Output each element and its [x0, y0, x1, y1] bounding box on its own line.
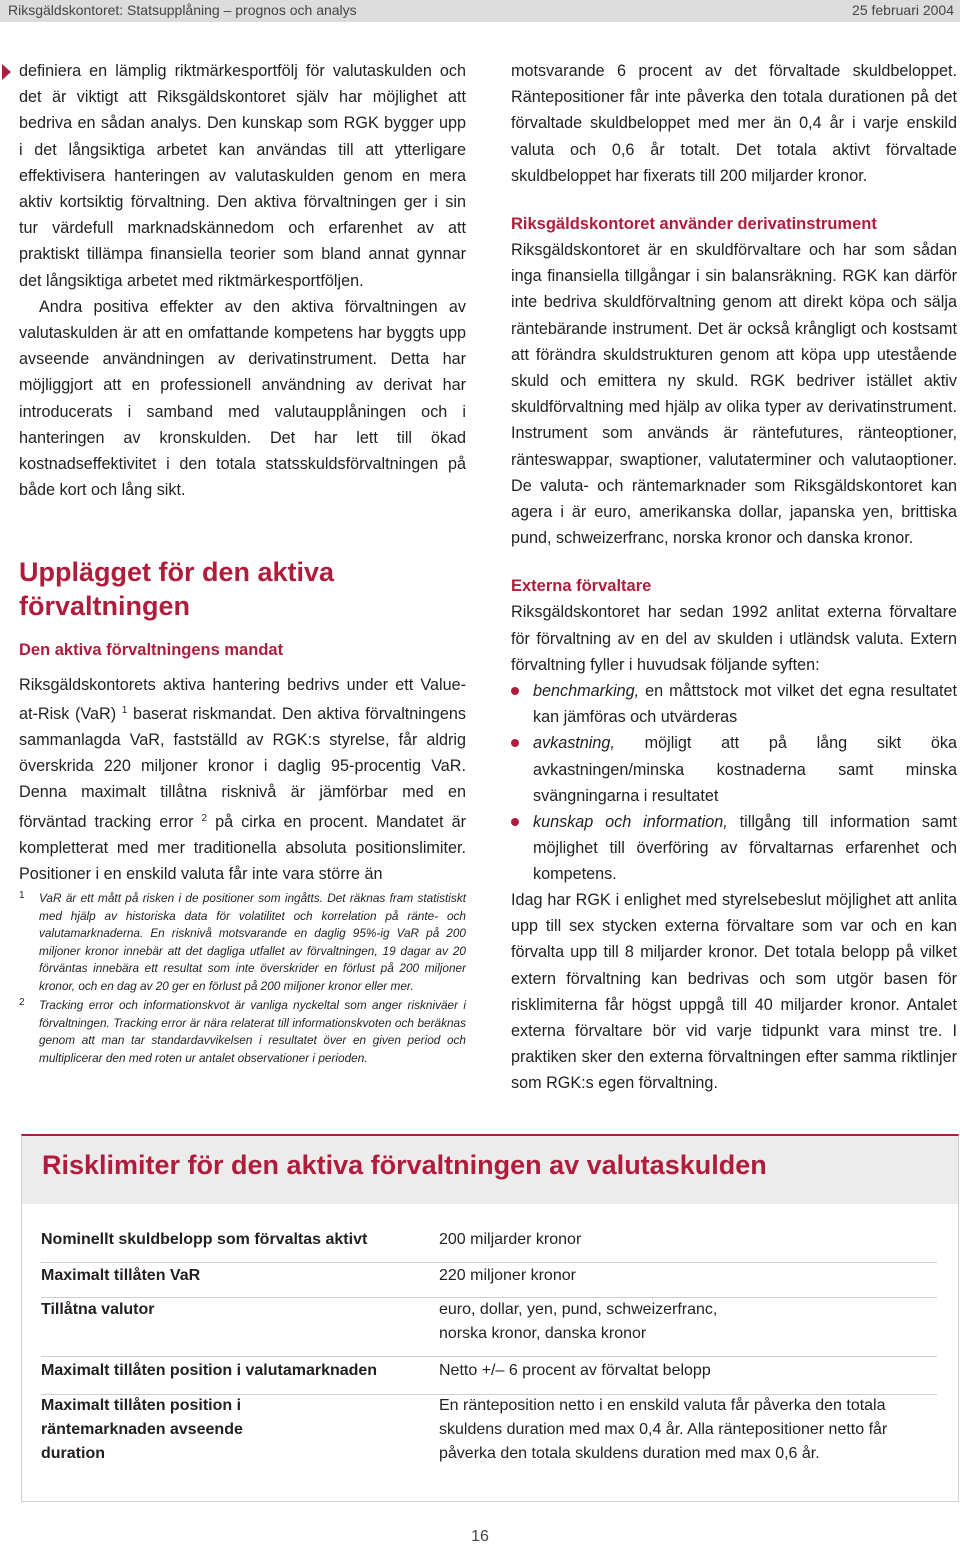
- footnote-number: 2: [19, 997, 25, 1008]
- list-item: [511, 730, 957, 809]
- page-header: [0, 0, 960, 22]
- right-column: [511, 58, 957, 888]
- paragraph-text: Riksgäldskontorets aktiva hantering bedrivs under ett Value-at-Risk (VaR): [19, 675, 466, 723]
- header-date: 25 februari 2004: [852, 2, 954, 18]
- table-row: [41, 1298, 937, 1357]
- paragraph-text: baserat riskmandat. Den aktiva förvaltningens sammanlagda VaR, fastställd av RGK:s styrelse, får aldrig överskrida 220 miljoner kronor i daglig 95-procentig VaR. Denna maximalt tillåtna risknivå är jämförbar med en förväntad tracking error: [19, 704, 466, 831]
- section-heading: Upplägget för den aktiva förvaltningen: [19, 557, 335, 622]
- table-row: [41, 1394, 937, 1474]
- header-title: Riksgäldskontoret: Statsupplåning – prognos och analys: [8, 2, 357, 18]
- limit-value: 220 miljoner kronor: [439, 1267, 576, 1284]
- list-item-text: tillgång till information samt möjlighet till överföring av förvaltarnas erfarenhet och kompetens.: [533, 813, 958, 884]
- footnote: [19, 997, 466, 1067]
- subsection-heading: Externa förvaltare: [511, 577, 652, 596]
- limit-value: Netto +/– 6 procent av förvaltat belopp: [439, 1362, 711, 1379]
- limit-value: En ränteposition netto i en enskild valuta får påverka den totala skuldens duration med max 0,4 år. Alla räntepositioner netto får påverka den totala skuldens duration med max 0,6 år.: [439, 1397, 888, 1462]
- limit-label: Tillåtna valutor: [41, 1301, 155, 1318]
- subsection-heading: Riksgäldskontoret använder derivatinstrument: [511, 215, 877, 234]
- paragraph-text: på cirka en procent. Mandatet är kompletterat med mer traditionella absoluta positionslimiter. Positioner i en enskild valuta får inte vara större än: [19, 812, 466, 884]
- table-row: [41, 1359, 937, 1395]
- limit-label: Maximalt tillåten VaR: [41, 1267, 201, 1284]
- limit-label: Nominellt skuldbelopp som förvaltas aktivt: [41, 1231, 368, 1248]
- list-item-term: benchmarking,: [533, 682, 640, 701]
- left-column: [19, 58, 466, 887]
- paragraph: Andra positiva effekter av den aktiva förvaltningen av valutaskulden är att en omfattande kompetens har byggts upp avseende användningen av derivatinstrument. Detta har möjliggjort att en professionell användning av derivat har introducerats i samband med valutaupplåningen och i hanteringen av kronskulden. Det har lett till ökad kostnadseffektivitet i den totala statsskuldsförvaltningen på både kort och lång sikt.: [19, 297, 466, 500]
- box-title: Risklimiter för den aktiva förvaltningen av valutaskulden: [42, 1150, 767, 1180]
- list-item-text: en måttstock mot vilket det egna resultatet kan jämföras och utvärderas: [533, 682, 958, 727]
- purpose-list: [511, 678, 957, 888]
- paragraph: motsvarande 6 procent av det förvaltade skuldbeloppet. Räntepositioner får inte påverka den totala durationen på det förvaltade skuldbeloppet med mer än 0,4 år i varje enskild valuta och 0,6 år totalt. Det totala aktivt förvaltade skuldbeloppet har fixerats till 200 miljarder kronor.: [511, 62, 957, 185]
- list-item-term: kunskap och information,: [533, 813, 728, 832]
- right-column-lower: [511, 887, 957, 1097]
- paragraph: Riksgäldskontoret är en skuldförvaltare och har som sådan inga finansiella tillgångar i sin balansräkning. RGK kan därför inte bedriva skuldförvaltning genom att direkt köpa och sälja räntebärande instrument. Det är också krångligt och kostsamt att förändra skuldstrukturen genom att köpa upp utestående skuld och emittera ny skuld. RGK bedriver istället aktiv skuldförvaltning med hjälp av olika typer av derivatinstrument. Instrument som används är räntefutures, ränteoptioner, ränteswappar, swaptioner, valutaterminer och valutaoptioner. De valuta- och räntemarknader som Riksgäldskontoret kan agera i är euro, amerikanska dollar, japanska yen, brittiska pund, schweizerfranc, norska kronor och danska kronor.: [511, 241, 957, 548]
- page-number: 16: [471, 1528, 489, 1545]
- list-item: [511, 809, 957, 888]
- list-item-term: avkastning,: [533, 734, 615, 753]
- list-item: [511, 678, 957, 730]
- footnote-text: VaR är ett mått på risken i de positioner som ingåtts. Det räknas fram statistiskt med hjälp av historiska data för volatilitet och korrelation på ränte- och valutamarknaderna. En risknivå motsvarande en daglig 95%-ig VaR på 200 miljoner kronor innebär att det dagliga utfallet av förvaltningen, 19 dagar av 20 förväntas innebära ett resultat som inte överskrider en förlust på 200 miljoner kronor, och en dag av 20 ger en förlust på 200 miljoner kronor eller mer.: [39, 891, 466, 993]
- continuation-arrow-icon: [2, 64, 11, 80]
- paragraph-mandate: [19, 672, 466, 888]
- footnote-ref: 1: [121, 704, 128, 716]
- footnote: [19, 890, 466, 995]
- paragraph: Riksgäldskontoret har sedan 1992 anlitat externa förvaltare för förvaltning av en del av skulden i utländsk valuta. Extern förvaltning fyller i huvudsak följande syften:: [511, 603, 957, 674]
- limit-label: Maximalt tillåten position i valutamarknaden: [41, 1362, 378, 1379]
- table-row: [41, 1228, 937, 1263]
- risk-limits-box: [21, 1134, 959, 1502]
- paragraph: Idag har RGK i enlighet med styrelsebeslut möjlighet att anlita upp till sex stycken externa förvaltare som var och en kan förvalta upp till 8 miljarder kronor. Det totala belopp på vilket extern förvaltning kan bedrivas och som utgör basen för risklimiterna får högst uppgå till 40 miljarder kronor. Antalet externa förvaltare bör vid varje tidpunkt vara minst tre. I praktiken sker den externa förvaltningen efter samma riktlinjer som RGK:s egen förvaltning.: [511, 891, 957, 1093]
- footnote-number: 1: [19, 890, 25, 901]
- subsection-heading: Den aktiva förvaltningens mandat: [19, 641, 284, 660]
- limit-value: 200 miljarder kronor: [439, 1231, 582, 1248]
- footnote-ref: 2: [201, 812, 208, 824]
- limit-label: Maximalt tillåten position i räntemarknaden avseende duration: [41, 1397, 243, 1462]
- table-row: [41, 1264, 937, 1298]
- footnotes: [19, 890, 466, 1069]
- paragraph: definiera en lämplig riktmärkesportfölj för valutaskulden och det är viktigt att Riksgäldskontoret själv har möjlighet att bedriva en sådan analys. Den kunskap som RGK bygger upp i det långsiktiga arbetet kan användas till att ytterligare effektivisera hanteringen av valutaskulden genom en mera aktiv kortsiktig förvaltning. Den aktiva förvaltningen ger i sin tur värdefull marknadskännedom och erfarenhet av att praktiskt tillämpa finansiella teorier som bland annat gynnar det långsiktiga arbetet med riktmärkesportföljen.: [19, 62, 466, 290]
- footnote-text: Tracking error och informationskvot är vanliga nyckeltal som anger riskniväer i förvaltningen. Tracking error är nära relaterat till informationskvoten och beräknas genom att man tar standardavvikelsen i resultatet över en given period och multiplicerar den med roten ur antalet observationer i perioden.: [39, 998, 466, 1065]
- list-item-text: möjligt att på lång sikt öka avkastningen/minska kostnaderna samt minska svängningarna i resultatet: [533, 734, 957, 805]
- limit-value: euro, dollar, yen, pund, schweizerfranc, norska kronor, danska kronor: [439, 1301, 718, 1342]
